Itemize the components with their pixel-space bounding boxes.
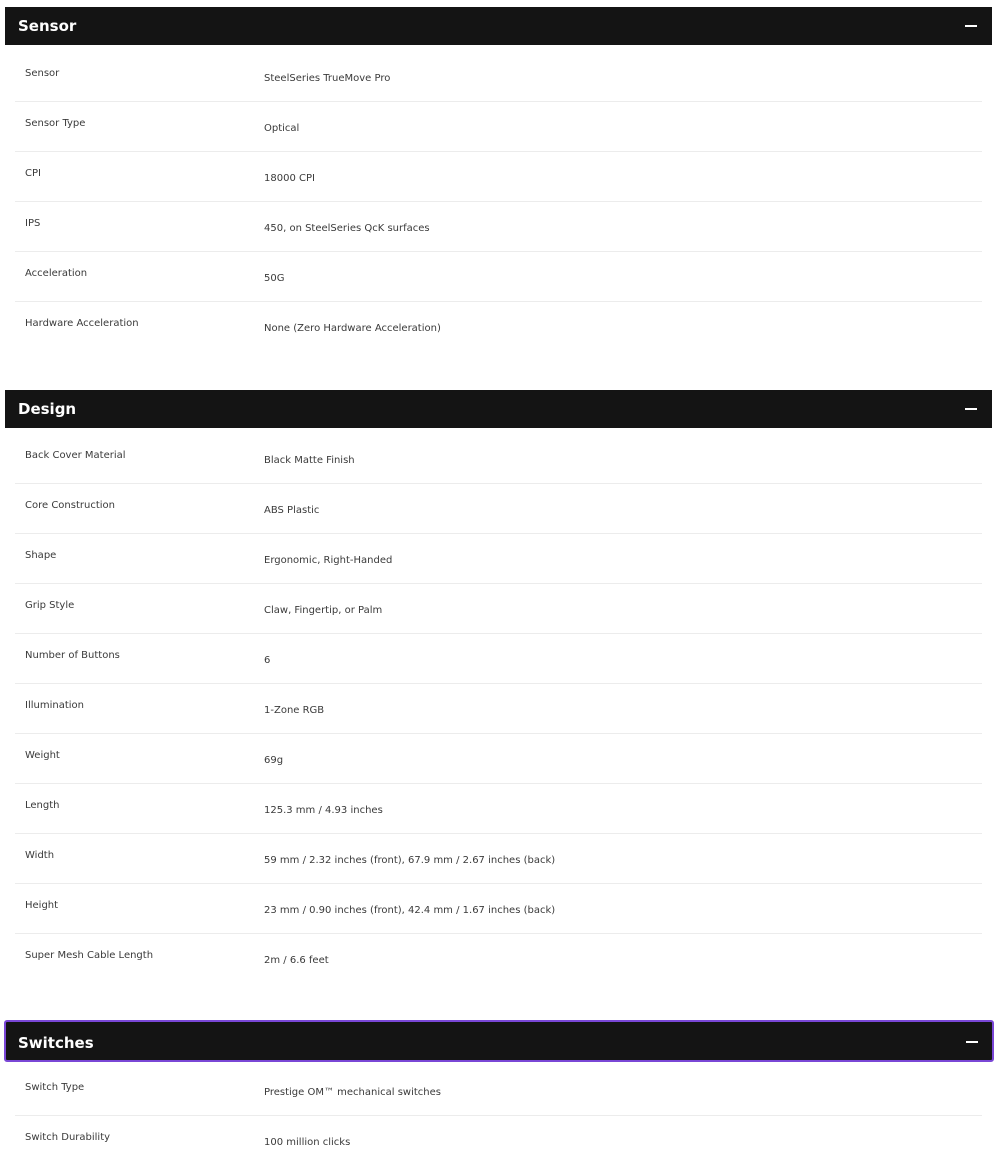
spec-value: 6 xyxy=(264,655,271,666)
spec-value: 125.3 mm / 4.93 inches xyxy=(264,805,383,816)
spec-value: Prestige OM™ mechanical switches xyxy=(264,1087,442,1098)
minus-icon[interactable] xyxy=(966,1041,978,1043)
spec-label: Weight xyxy=(25,750,60,761)
section-title: Sensor xyxy=(18,17,77,35)
spec-label: Illumination xyxy=(25,700,84,711)
spec-value: Optical xyxy=(264,123,300,134)
spec-value: SteelSeries TrueMove Pro xyxy=(264,73,391,84)
spec-label: Number of Buttons xyxy=(25,650,120,661)
spec-label: Width xyxy=(25,850,55,861)
spec-value: Black Matte Finish xyxy=(264,455,355,466)
spec-value: None (Zero Hardware Acceleration) xyxy=(264,323,441,334)
spec-label: Sensor xyxy=(25,68,60,79)
spec-value: ABS Plastic xyxy=(264,505,320,516)
spec-row xyxy=(15,934,982,984)
spec-value: Claw, Fingertip, or Palm xyxy=(264,605,383,616)
spec-value: 2m / 6.6 feet xyxy=(264,955,329,966)
spec-label: Shape xyxy=(25,550,57,561)
spec-row xyxy=(15,584,982,634)
section-header-switches[interactable] xyxy=(4,1020,994,1062)
spec-label: Switch Type xyxy=(25,1082,85,1093)
spec-value: Ergonomic, Right-Handed xyxy=(264,555,393,566)
section-header-design[interactable] xyxy=(5,390,992,428)
spec-label: Height xyxy=(25,900,59,911)
spec-row xyxy=(15,102,982,152)
spec-row xyxy=(15,1116,982,1166)
spec-label: Sensor Type xyxy=(25,118,86,129)
spec-value: 450, on SteelSeries QcK surfaces xyxy=(264,223,430,234)
minus-icon[interactable] xyxy=(965,408,977,410)
spec-row xyxy=(15,784,982,834)
spec-row xyxy=(15,52,982,102)
spec-value: 59 mm / 2.32 inches (front), 67.9 mm / 2.67 inches (back) xyxy=(264,855,556,866)
spec-row xyxy=(15,884,982,934)
spec-row xyxy=(15,1066,982,1116)
spec-row xyxy=(15,252,982,302)
spec-row xyxy=(15,434,982,484)
section-header-sensor[interactable] xyxy=(5,7,992,45)
spec-label: Length xyxy=(25,800,60,811)
spec-label: Core Construction xyxy=(25,500,115,511)
spec-row xyxy=(15,484,982,534)
spec-value: 100 million clicks xyxy=(264,1137,351,1148)
spec-label: Back Cover Material xyxy=(25,450,126,461)
spec-label: Acceleration xyxy=(25,268,88,279)
section-title: Switches xyxy=(18,1034,94,1052)
spec-value: 1-Zone RGB xyxy=(264,705,325,716)
spec-row xyxy=(15,684,982,734)
spec-label: Hardware Acceleration xyxy=(25,318,139,329)
spec-value: 23 mm / 0.90 inches (front), 42.4 mm / 1.67 inches (back) xyxy=(264,905,556,916)
spec-label: Super Mesh Cable Length xyxy=(25,950,154,961)
spec-row xyxy=(15,734,982,784)
spec-label: Grip Style xyxy=(25,600,75,611)
spec-label: Switch Durability xyxy=(25,1132,111,1143)
spec-row xyxy=(15,534,982,584)
spec-value: 18000 CPI xyxy=(264,173,315,184)
spec-row xyxy=(15,202,982,252)
spec-value: 50G xyxy=(264,273,285,284)
minus-icon[interactable] xyxy=(965,25,977,27)
spec-row xyxy=(15,152,982,202)
spec-label: CPI xyxy=(25,168,41,179)
spec-row xyxy=(15,302,982,352)
spec-row xyxy=(15,634,982,684)
section-title: Design xyxy=(18,400,77,418)
spec-label: IPS xyxy=(25,218,41,229)
spec-value: 69g xyxy=(264,755,284,766)
spec-row xyxy=(15,834,982,884)
